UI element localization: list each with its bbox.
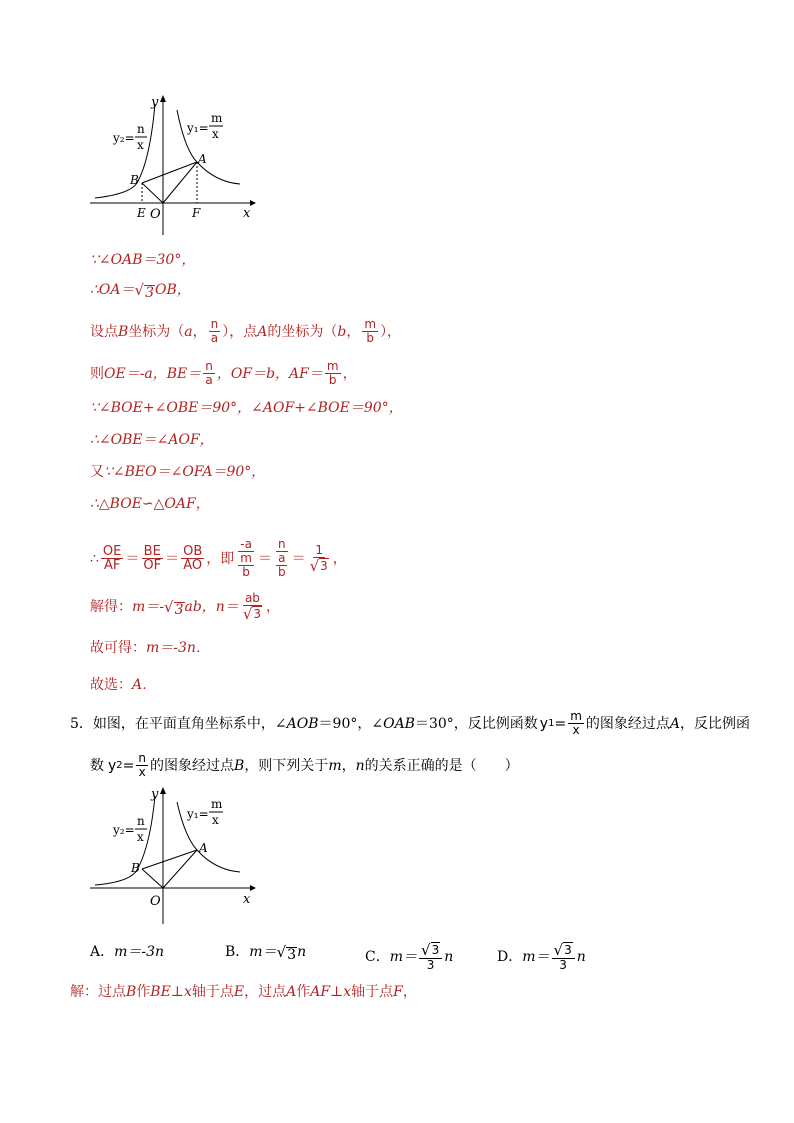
x-axis-label: x <box>243 892 251 907</box>
frac-m-b-2: $\frac{m}{b}$ <box>326 359 339 387</box>
frac-n-x: $\frac{n}{x}$ <box>138 751 147 779</box>
sqrt-3-b: √ 3 <box>164 598 184 618</box>
sqrt-3-opt-b: √ 3 <box>276 943 297 963</box>
solution-line-2 <box>90 280 191 300</box>
origin-label: O <box>150 207 161 222</box>
frac-m-b: $\frac{m}{b}$ <box>364 317 377 345</box>
frac-1-sqrt3: 1 √ 3 <box>309 542 328 575</box>
frac-be-of: $\frac{BE}{OF}$ <box>143 544 162 573</box>
frac-complex-2: $\frac{n}{\frac{a}{b}}$ <box>277 537 286 579</box>
x-axis-arrow <box>250 200 256 206</box>
frac-complex-1: $\frac{-a}{\frac{m}{b}}$ <box>240 537 252 579</box>
curve-y2 <box>95 104 155 198</box>
frac-n-a-2: $\frac{n}{a}$ <box>205 359 213 387</box>
y-axis-label: y <box>151 95 159 110</box>
solution-line-3: 设点 B 坐标为（ a ， $\frac{n}{a}$ ），点 A 的坐标为（ b ， $\frac{m}{b}$ ）， <box>90 317 402 345</box>
frac-m-x: $\frac{m}{x}$ <box>570 709 582 737</box>
frac-ab-sqrt3: ab √ 3 <box>242 591 262 623</box>
graph-1 <box>85 90 265 240</box>
option-b[interactable]: B． m＝ √ 3 n <box>225 943 307 963</box>
point-b-label: B <box>131 861 140 875</box>
y2-num: n <box>137 122 145 136</box>
y2-num: n <box>137 814 145 828</box>
y1-den: x <box>212 813 219 827</box>
y-axis-arrow <box>160 95 166 102</box>
solution-line-10: 解得： m＝- √ 3 ab，n＝ ab √ 3 ， <box>90 591 281 623</box>
graph-2 <box>85 782 265 932</box>
origin-label: O <box>150 894 161 909</box>
solution-line-8: ∴△BOE∽△OAF， <box>90 496 210 512</box>
option-c[interactable]: C． m＝ √ 3 3 n <box>365 941 454 972</box>
frac-n-a: $\frac{n}{a}$ <box>210 317 219 345</box>
solution-line-5: ∵∠BOE+∠OBE＝90°，∠AOF+∠BOE＝90°， <box>90 400 403 416</box>
option-d[interactable]: D． m＝ √ 3 3 n <box>497 941 586 972</box>
y1-label: y₁= <box>187 121 209 135</box>
x-axis-label: x <box>243 206 251 221</box>
solution-line-12: 故选： A． <box>90 677 157 693</box>
y1-label: y₁= <box>187 807 209 821</box>
curve-y2 <box>95 796 155 885</box>
solution-line-7: 又 ∵∠BEO＝∠OFA＝90°， <box>90 464 266 480</box>
y2-label: y₂= <box>113 131 135 145</box>
y2-den: x <box>137 138 144 152</box>
y1-num: m <box>211 111 223 125</box>
point-f-label: F <box>192 206 201 220</box>
y-axis-label: y <box>151 787 159 802</box>
y-axis-arrow <box>160 787 166 794</box>
answer-line: 解：过点 B 作 BE⊥x 轴于点 E ，过点 A 作 AF⊥x 轴于点 F ， <box>70 984 417 1000</box>
option-a[interactable]: A． m＝-3n <box>90 944 165 960</box>
solution-line-1: ∵∠OAB＝30°， <box>90 252 196 268</box>
problem-5-line-2: 数 y 2 = $\frac{n}{x}$ 的图象经过点 B ，则下列关于 m ， n 的关系正确的是（ ） <box>90 751 519 779</box>
segment-ob <box>142 869 163 888</box>
frac-ob-ao: $\frac{OB}{AO}$ <box>183 544 203 573</box>
y1-den: x <box>212 127 219 141</box>
solution-line-4: 则 OE＝-a，BE＝ $\frac{n}{a}$ ，OF＝b，AF＝ $\frac{m}{b}$ ， <box>90 359 357 387</box>
point-a-label: A <box>198 152 207 166</box>
frac-sqrt3-3-d: √ 3 3 <box>552 942 575 972</box>
segment-ob <box>142 183 163 203</box>
y2-label: y₂= <box>113 823 135 837</box>
y2-den: x <box>137 830 144 844</box>
sqrt-3: √ 3 <box>134 281 154 301</box>
l2-pre: ∴OA＝ <box>90 282 135 298</box>
problem-5-line-1: 5．如图，在平面直角坐标系中， ∠AOB ＝90°， ∠OAB ＝30°，反比例函数 y 1 = $\frac{m}{x}$ 的图象经过点 A ，反比例函 <box>70 709 751 737</box>
solution-line-6: ∴∠OBE＝∠AOF， <box>90 432 214 448</box>
y1-num: m <box>211 797 223 811</box>
x-axis-arrow <box>250 885 256 891</box>
frac-oe-af: $\frac{OE}{AF}$ <box>102 544 122 573</box>
point-a-label: A <box>199 841 208 855</box>
point-b-label: B <box>130 173 139 187</box>
l2-post: OB， <box>154 282 191 298</box>
solution-line-11: 故可得： m＝-3n． <box>90 640 210 656</box>
solution-line-9: ∴ $\frac{OE}{AF}$ ＝ $\frac{BE}{OF}$ ＝ $\frac{OB}{AO}$ ，即 $\frac{-a}{\frac{m}{b}}$ ＝ $\frac{n}{\frac{a}{b}}$ ＝ 1 √ 3 ， <box>90 537 347 579</box>
point-e-label: E <box>137 206 146 220</box>
frac-sqrt3-3-c: √ 3 3 <box>419 942 442 972</box>
